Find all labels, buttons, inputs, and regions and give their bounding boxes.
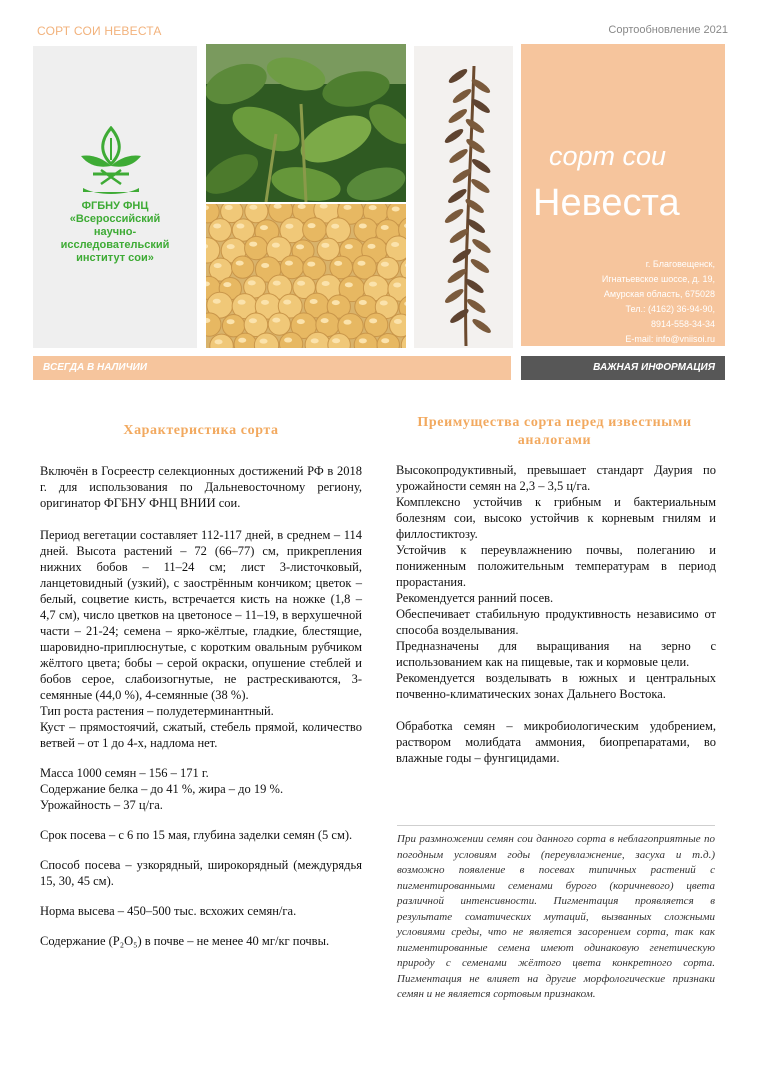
header-doc-title: СОРТ СОИ НЕВЕСТА bbox=[37, 24, 162, 38]
variety-subtitle: сорт сои bbox=[549, 141, 667, 171]
soybean-leaves-photo bbox=[206, 44, 406, 202]
advantages-paragraph: Высокопродуктивный, превышает стандарт Даурия по урожайности семян на 2,3 – 3,5 ц/га. Комплексно устойчив к грибным и бактериальным болезням сои, высоко устойчив к корневым гнилям и филлостиктозу. Устойчив к переувлажнению почвы, полеганию и пониженным положительным температурам в период прорастания. Рекомендуется ранний посев. Обеспечивает стабильную продуктивность независимо от способа возделывания. Предназначены для выращивания на зерно с использованием как на пищевые, так и кормовые цели. Рекомендуется возделывать в южных и центральных почвенно-климатических зонах Дальнего Востока. bbox=[396, 463, 716, 701]
address-line: г. Благовещенск, bbox=[645, 259, 715, 269]
variety-title-panel bbox=[521, 44, 725, 346]
availability-bar bbox=[33, 356, 511, 380]
morphology-paragraph: Период вегетации составляет 112-117 дней, в среднем – 114 дней. Высота растений – 72 (66–77) см, прикрепления нижних бобов – 11–24 см; лист 3-листочковый, ланцетовидный (узкий), с заострённым кончиком; цветок – белый, соцветие кисть, встречается кисть на ножке (1,8 – 4,7 см), число цветков на цветоносе – 11–19, в верхушечной части – 21-24; семена – ярко-жёлтые, гладкие, блестящие, шаровидно-приплюснутые, с коротким овальным рубчиком жёлтого цвета; бобы – серой окраски, опушение стеблей и бобов серое, слабоизогнутые, не растрескиваются, 3-семянные (44,0 %), 4-семянные (38 %). Тип роста растения – полудетерминантный. Куст – прямостоячий, сжатый, стебель прямой, количество ветвей – от 1 до 4-х, надлома нет. bbox=[40, 528, 362, 750]
seeding-rate-paragraph: Норма высева – 450–500 тыс. всхожих семян/га. bbox=[40, 904, 297, 918]
phone-line: 8914-558-34-34 bbox=[650, 319, 715, 329]
seed-treatment-paragraph: Обработка семян – микробиологическим удобрением, раствором молибдата аммония, биопрепаратами, во влажные годы – фунгицидами. bbox=[396, 719, 716, 765]
institute-logo-icon bbox=[77, 126, 145, 196]
soybean-seeds-photo bbox=[206, 204, 406, 348]
email-line: E-mail: info@vniisoi.ru bbox=[625, 334, 715, 344]
institute-name-line: исследовательский bbox=[60, 239, 170, 251]
institute-name-line: научно- bbox=[93, 226, 137, 238]
logo-panel bbox=[33, 46, 197, 348]
institute-name-line: ФГБНУ ФНЦ bbox=[81, 200, 149, 212]
sowing-date-paragraph: Срок посева – с 6 по 15 мая, глубина заделки семян (5 см). bbox=[40, 828, 353, 842]
address-line: Амурская область, 675028 bbox=[603, 289, 715, 299]
soil-content-paragraph: Содержание (P₂O₅) в почве – не менее 40 мг/кг почвы. bbox=[40, 934, 330, 948]
note-divider bbox=[397, 825, 715, 826]
pigmentation-note: При размножении семян сои данного сорта в неблагоприятные по погодным условиям годы (переувлажнение, засуха и т.д.) возможно появление в посевах типичных растений с пигментированными семенами бурого (коричневого) цвета различной интенсивности. Пигментация проявляется в результате соматических мутаций, вызванных сложными условиями среды, что не является засорением сорта, так как пигментированные семена имеют одинаковую генетическую природу с семенами жёлтого цвета конкретного сорта. Пигментация не влияет на другие морфологические признаки семян и не является сортовым признаком. bbox=[397, 833, 715, 1000]
characteristics-heading: Характеристика сорта bbox=[123, 423, 279, 438]
header-edition: Сортообновление 2021 bbox=[608, 24, 728, 36]
important-info-label: ВАЖНАЯ ИНФОРМАЦИЯ bbox=[593, 362, 715, 373]
yield-paragraph: Масса 1000 семян – 156 – 171 г. Содержание белка – до 41 %, жира – до 19 %. Урожайность – 37 ц/га. bbox=[40, 766, 284, 812]
contact-address bbox=[535, 257, 715, 347]
soybean-plant-pods-photo bbox=[414, 46, 513, 348]
characteristics-column bbox=[40, 463, 362, 949]
address-line: Игнатьевское шоссе, д. 19, bbox=[601, 274, 715, 284]
institute-name-line: «Всероссийский bbox=[69, 213, 161, 225]
important-info-bar bbox=[521, 356, 725, 380]
phone-line: Тел.: (4162) 36-94-90, bbox=[625, 304, 715, 314]
advantages-column bbox=[396, 462, 716, 766]
institute-name bbox=[37, 200, 193, 265]
sowing-method-paragraph: Способ посева – узкорядный, широкорядный (междурядья 15, 30, 45 см). bbox=[40, 858, 362, 888]
advantages-heading: Преимущества сорта перед известными аналогами bbox=[417, 415, 692, 448]
registry-paragraph: Включён в Госреестр селекционных достижений РФ в 2018 г. для использования по Дальневосточному региону, оригинатор ФГБНУ ФНЦ ВНИИ сои. bbox=[40, 464, 362, 510]
availability-label: ВСЕГДА В НАЛИЧИИ bbox=[43, 362, 148, 373]
variety-name: Невеста bbox=[533, 182, 680, 224]
institute-name-line: институт сои» bbox=[76, 252, 154, 264]
